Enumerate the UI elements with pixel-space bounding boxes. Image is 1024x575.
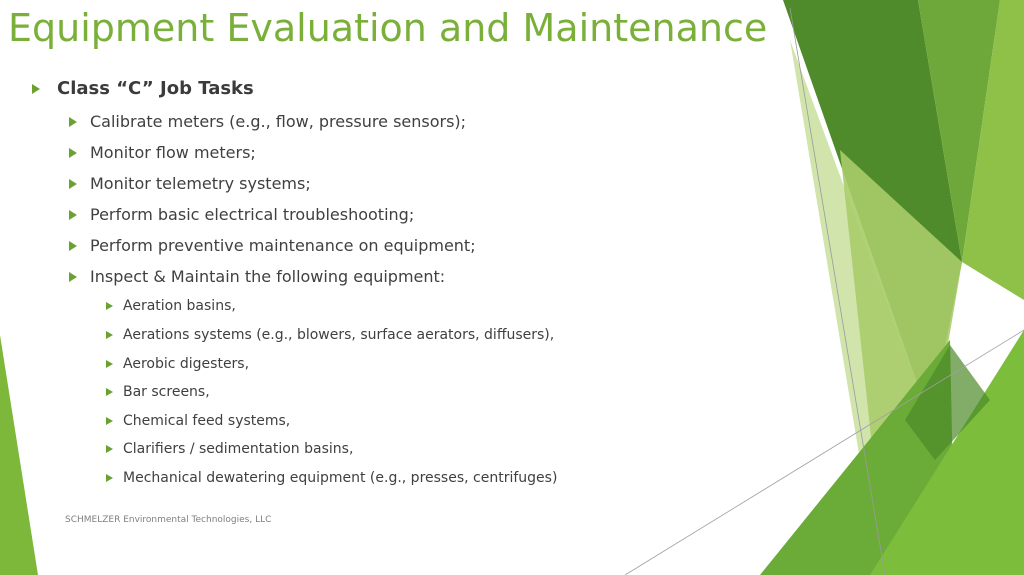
task-item — [69, 236, 476, 255]
equipment-item — [106, 384, 210, 400]
triangle-bullet-icon — [106, 331, 113, 339]
left-facet — [0, 335, 38, 575]
task-text: Perform basic electrical troubleshooting; — [90, 205, 415, 224]
triangle-bullet-icon — [106, 388, 113, 396]
triangle-bullet-icon — [32, 84, 40, 94]
equipment-text: Mechanical dewatering equipment (e.g., presses, centrifuges) — [123, 470, 558, 486]
triangle-bullet-icon — [69, 241, 77, 251]
task-item — [69, 112, 466, 131]
triangle-bullet-icon — [69, 210, 77, 220]
footer-company: SCHMELZER Environmental Technologies, LLC — [65, 515, 272, 525]
task-item — [69, 267, 445, 286]
equipment-text: Aeration basins, — [123, 298, 236, 314]
equipment-item — [106, 413, 290, 429]
triangle-bullet-icon — [69, 148, 77, 158]
equipment-text: Bar screens, — [123, 384, 210, 400]
triangle-bullet-icon — [69, 179, 77, 189]
equipment-text: Clarifiers / sedimentation basins, — [123, 441, 354, 457]
equipment-item — [106, 441, 353, 457]
task-text: Perform preventive maintenance on equipment; — [90, 236, 476, 255]
task-item — [69, 174, 311, 193]
task-text: Monitor flow meters; — [90, 143, 256, 162]
triangle-bullet-icon — [69, 272, 77, 282]
equipment-item — [106, 470, 557, 486]
equipment-text: Aerobic digesters, — [123, 356, 250, 372]
triangle-bullet-icon — [69, 117, 77, 127]
equipment-item — [106, 356, 249, 372]
level1-text: Class “C” Job Tasks — [57, 78, 254, 99]
bullet-level1 — [32, 78, 254, 99]
task-item — [69, 143, 256, 162]
task-text: Calibrate meters (e.g., flow, pressure sensors); — [90, 112, 467, 131]
task-item — [69, 205, 414, 224]
task-text: Inspect & Maintain the following equipment: — [90, 267, 446, 286]
equipment-item — [106, 327, 554, 343]
triangle-bullet-icon — [106, 474, 113, 482]
equipment-text: Aerations systems (e.g., blowers, surface aerators, diffusers), — [123, 327, 555, 343]
equipment-text: Chemical feed systems, — [123, 413, 291, 429]
triangle-bullet-icon — [106, 302, 113, 310]
equipment-item — [106, 298, 236, 314]
task-text: Monitor telemetry systems; — [90, 174, 311, 193]
slide-title: Equipment Evaluation and Maintenance — [8, 6, 768, 50]
triangle-bullet-icon — [106, 445, 113, 453]
triangle-bullet-icon — [106, 417, 113, 425]
triangle-bullet-icon — [106, 360, 113, 368]
